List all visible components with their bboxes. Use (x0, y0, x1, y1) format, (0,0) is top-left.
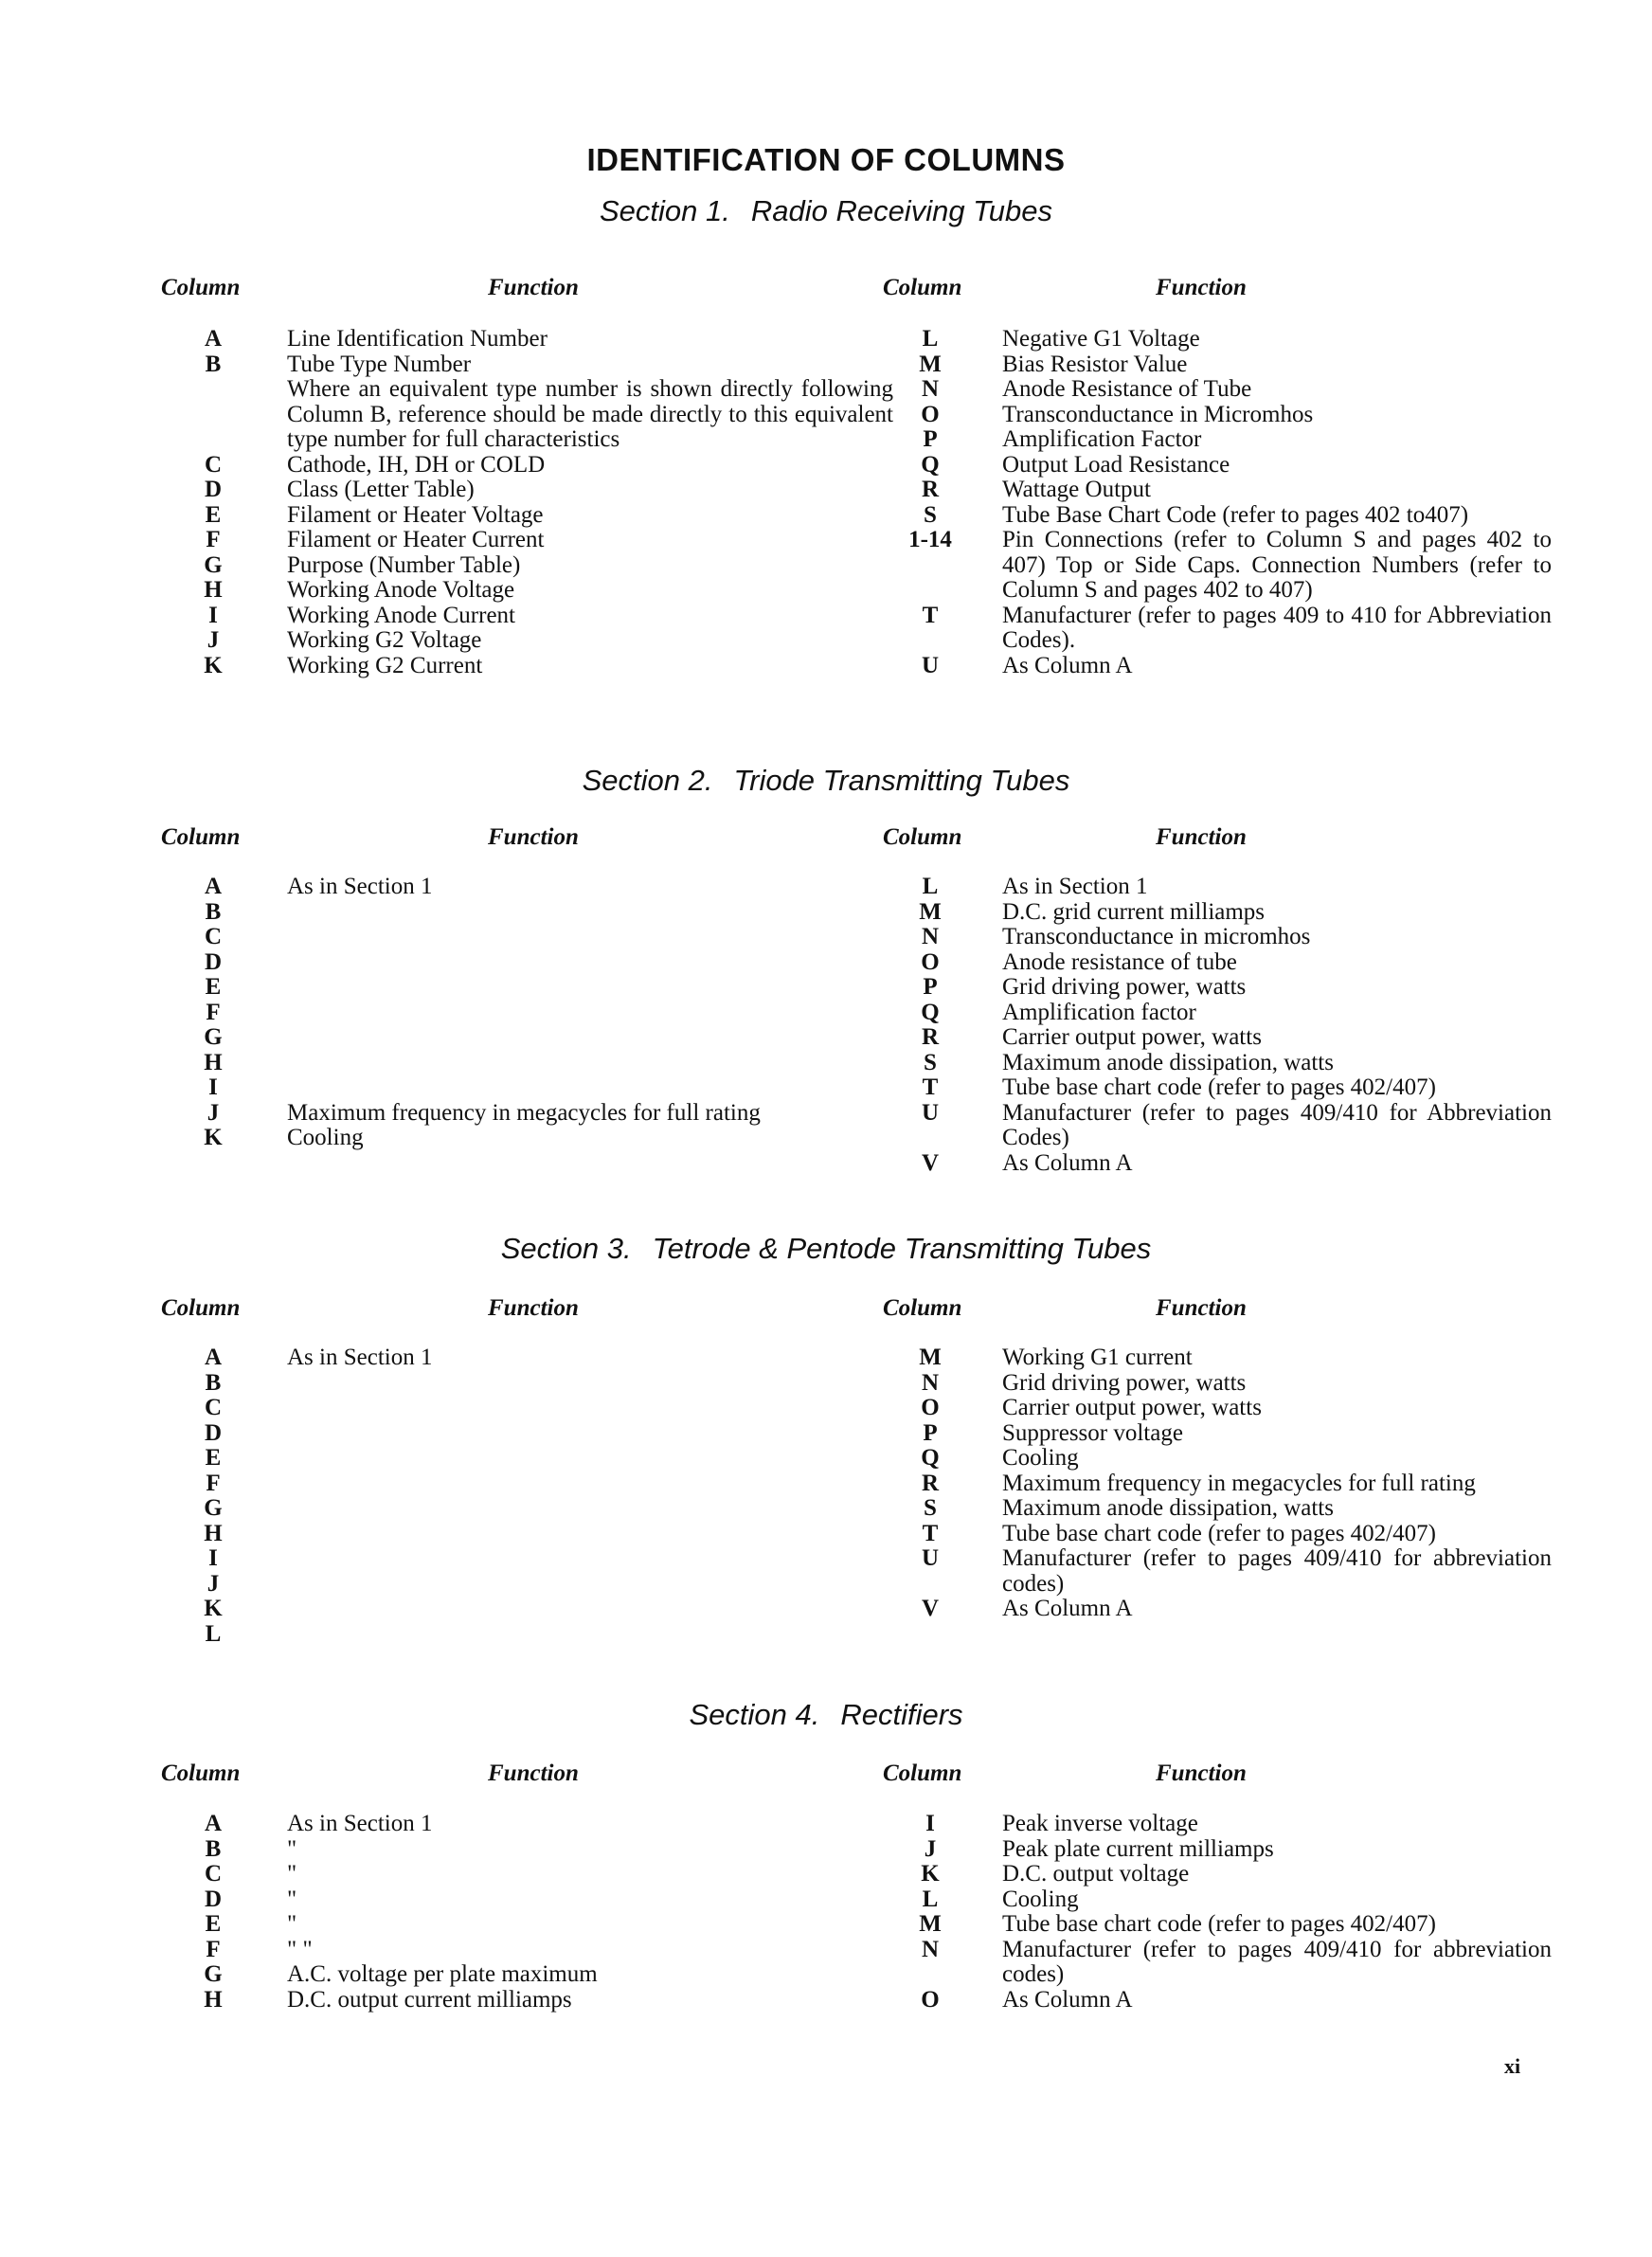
column-letter: N (921, 924, 940, 949)
column-function: " (287, 1835, 297, 1862)
list-item (180, 1962, 893, 1988)
right-column-list (894, 1345, 1552, 1622)
column-function: Carrier output power, watts (1002, 1395, 1262, 1420)
list-item (894, 478, 1552, 503)
section-name: Radio Receiving Tubes (750, 194, 1053, 227)
column-letter: I (208, 1074, 218, 1100)
column-function: Tube base chart code (refer to pages 402/407) (1002, 1911, 1436, 1937)
list-item (894, 1345, 1552, 1371)
column-function: As Column A (1002, 1596, 1133, 1621)
column-letter: F (206, 999, 221, 1025)
list-item (894, 352, 1552, 378)
column-letter: N (921, 376, 940, 402)
column-letter: U (921, 1545, 940, 1571)
column-function: Suppressor voltage (1002, 1419, 1183, 1446)
column-header: Column (161, 1760, 241, 1786)
function-header: Function (1156, 1295, 1247, 1321)
list-item (180, 1546, 893, 1572)
column-function: Working Anode Current (287, 602, 516, 628)
column-function (287, 1075, 893, 1101)
column-function: As Column A (1002, 652, 1133, 678)
column-function: Peak plate current milliamps (1002, 1835, 1274, 1862)
column-function: " " (287, 1936, 313, 1962)
column-function: Cooling (1002, 1886, 1079, 1912)
list-item (894, 1101, 1552, 1151)
column-letter: C (204, 1395, 223, 1420)
column-letter: D (204, 948, 223, 975)
column-letter: J (924, 1835, 937, 1862)
list-item (180, 1938, 893, 1963)
list-item (180, 578, 893, 604)
column-letter: D (204, 477, 223, 502)
list-item (180, 875, 893, 900)
column-letter: G (204, 1495, 223, 1521)
column-letter: S (924, 501, 937, 528)
list-item (894, 1051, 1552, 1076)
list-item (180, 654, 893, 679)
column-function: Working Anode Voltage (287, 577, 515, 603)
column-function (287, 1446, 893, 1472)
list-item (894, 377, 1552, 403)
list-item (894, 1522, 1552, 1547)
column-letter: P (923, 974, 938, 1000)
column-function: Tube Type Number (287, 351, 472, 377)
right-column-list (894, 875, 1552, 1176)
column-letter: M (919, 1911, 942, 1937)
section-name: Rectifiers (840, 1698, 963, 1731)
column-function: Working G2 Current (287, 652, 483, 678)
column-function: Manufacturer (refer to pages 409/410 for Abbreviation Codes) (1002, 1099, 1552, 1150)
column-letter: H (204, 1986, 223, 2013)
column-function: Maximum anode dissipation, watts (1002, 1495, 1334, 1521)
section-number: Section 3. (500, 1232, 632, 1265)
list-item (894, 1396, 1552, 1421)
column-function: Carrier output power, watts (1002, 1024, 1262, 1050)
list-item (894, 1472, 1552, 1497)
list-item (894, 975, 1552, 1001)
list-item (894, 1421, 1552, 1447)
column-letter: H (204, 1049, 223, 1075)
section-number: Section 1. (599, 194, 730, 227)
column-letter: P (923, 1419, 938, 1446)
column-function: As in Section 1 (287, 1811, 433, 1836)
column-letter: L (922, 1886, 939, 1912)
list-item (894, 503, 1552, 529)
column-letter: H (204, 577, 223, 603)
column-function: D.C. output voltage (1002, 1861, 1190, 1887)
column-letter: B (205, 351, 222, 377)
column-function: As in Section 1 (287, 874, 433, 899)
column-header: Column (883, 275, 962, 300)
left-column-list (180, 327, 893, 678)
list-item (894, 900, 1552, 926)
column-function: Manufacturer (refer to pages 409/410 for abbreviation codes) (1002, 1936, 1552, 1987)
column-letter: A (204, 1811, 223, 1836)
column-letter: B (205, 898, 222, 925)
list-item (180, 1597, 893, 1622)
list-item (894, 1912, 1552, 1938)
column-letter: R (921, 1470, 940, 1496)
column-letter: Q (921, 1445, 940, 1471)
column-function (287, 975, 893, 1001)
column-function (287, 1622, 893, 1648)
right-column-list (894, 327, 1552, 678)
column-header: Column (883, 1760, 962, 1786)
column-function: Anode resistance of tube (1002, 948, 1237, 975)
page-number: xi (1504, 2054, 1521, 2078)
section-title (0, 1232, 1652, 1266)
column-letter: O (921, 1986, 940, 2013)
column-function: Cathode, IH, DH or COLD (287, 451, 546, 478)
list-item (180, 925, 893, 950)
column-function (287, 1572, 893, 1598)
list-item (894, 950, 1552, 976)
function-header: Function (488, 1760, 579, 1786)
list-item (894, 1446, 1552, 1472)
column-function (287, 900, 893, 926)
column-function: Cooling (287, 1125, 364, 1150)
column-function: Peak inverse voltage (1002, 1811, 1198, 1836)
column-letter: 1-14 (908, 527, 952, 552)
column-function: Class (Letter Table) (287, 477, 475, 502)
column-function: D.C. grid current milliamps (1002, 898, 1266, 925)
column-header: Column (161, 1295, 241, 1321)
column-letter: U (921, 1099, 940, 1126)
column-function: Maximum anode dissipation, watts (1002, 1049, 1334, 1075)
list-item (894, 427, 1552, 453)
section-name: Triode Transmitting Tubes (733, 764, 1070, 797)
column-letter: K (204, 652, 223, 678)
column-function: Negative G1 Voltage (1002, 326, 1200, 352)
column-letter: D (204, 1886, 223, 1912)
list-item (894, 1938, 1552, 1988)
column-letter: S (924, 1495, 937, 1521)
column-letter: J (206, 627, 220, 653)
column-function: Working G1 current (1002, 1345, 1193, 1370)
list-item (894, 1496, 1552, 1522)
column-function (287, 1025, 893, 1051)
column-function: " (287, 1886, 297, 1912)
list-item (180, 604, 893, 629)
column-letter: L (205, 1620, 222, 1647)
column-letter: I (925, 1811, 935, 1836)
list-item (180, 1025, 893, 1051)
list-item (180, 1837, 893, 1863)
page-title: IDENTIFICATION OF COLUMNS (586, 142, 1066, 177)
column-function: Maximum frequency in megacycles for full rating (287, 1099, 761, 1126)
list-item (180, 1345, 893, 1371)
list-item (894, 1837, 1552, 1863)
right-column-list (894, 1812, 1552, 2013)
column-letter: I (208, 1545, 218, 1571)
column-letter: T (922, 1074, 939, 1100)
column-header: Column (883, 1295, 962, 1321)
column-function: Purpose (Number Table) (287, 551, 521, 578)
column-letter: T (922, 602, 939, 628)
column-function (287, 925, 893, 950)
column-function: Output Load Resistance (1002, 451, 1230, 478)
column-letter: E (205, 501, 222, 528)
list-item (894, 1075, 1552, 1101)
list-item (894, 1151, 1552, 1177)
left-column-list (180, 1812, 893, 2013)
column-function: A.C. voltage per plate maximum (287, 1961, 598, 1987)
list-item (894, 1001, 1552, 1026)
column-function: " (287, 1911, 297, 1937)
column-letter: V (921, 1596, 940, 1621)
column-function (287, 1051, 893, 1076)
column-letter: J (206, 1099, 220, 1126)
list-item (894, 875, 1552, 900)
column-letter: A (204, 874, 223, 899)
list-item (894, 1025, 1552, 1051)
column-function (287, 1001, 893, 1026)
column-header: Column (161, 275, 241, 300)
function-header: Function (1156, 824, 1247, 850)
column-function: As in Section 1 (1002, 874, 1148, 899)
left-column-list (180, 1345, 893, 1647)
column-letter: E (205, 1445, 222, 1471)
list-item (180, 553, 893, 579)
column-letter: E (205, 974, 222, 1000)
column-letter: Q (921, 999, 940, 1025)
column-letter: K (204, 1125, 223, 1150)
column-function: Anode Resistance of Tube (1002, 376, 1252, 402)
column-letter: K (921, 1861, 940, 1887)
function-header: Function (488, 1295, 579, 1321)
column-letter: T (922, 1520, 939, 1546)
list-item (180, 1371, 893, 1397)
column-letter: F (206, 1470, 221, 1496)
column-function: Filament or Heater Voltage (287, 501, 544, 528)
column-function: Amplification factor (1002, 999, 1196, 1025)
column-function: Transconductance in micromhos (1002, 924, 1311, 949)
list-item (180, 327, 893, 352)
column-function (287, 1546, 893, 1572)
list-item (180, 1101, 893, 1127)
column-function: Cooling (1002, 1445, 1079, 1471)
column-function: As Column A (1002, 1986, 1133, 2013)
list-item (180, 1887, 893, 1913)
column-letter: A (204, 326, 223, 352)
list-item (894, 654, 1552, 679)
column-function: Filament or Heater Current (287, 527, 545, 552)
column-function: Tube base chart code (refer to pages 402/407) (1002, 1074, 1436, 1100)
column-function: D.C. output current milliamps (287, 1986, 572, 2013)
column-function (287, 950, 893, 976)
column-letter: K (204, 1596, 223, 1621)
column-letter: C (204, 451, 223, 478)
column-letter: U (921, 652, 940, 678)
list-item (894, 453, 1552, 478)
section-number: Section 2. (582, 764, 713, 797)
list-item (180, 1522, 893, 1547)
column-letter: B (205, 1835, 222, 1862)
list-item (894, 403, 1552, 428)
column-function: Wattage Output (1002, 477, 1151, 502)
column-function (287, 1396, 893, 1421)
column-letter: D (204, 1419, 223, 1446)
column-letter: G (204, 551, 223, 578)
column-function (287, 1522, 893, 1547)
column-function (287, 1472, 893, 1497)
column-function: As in Section 1 (287, 1345, 433, 1370)
column-letter (180, 377, 246, 453)
function-header: Function (1156, 1760, 1247, 1786)
list-item (180, 528, 893, 553)
list-item (180, 1421, 893, 1447)
column-letter: C (204, 1861, 223, 1887)
column-function: As Column A (1002, 1149, 1133, 1176)
column-function: Amplification Factor (1002, 426, 1202, 452)
list-item (894, 1862, 1552, 1887)
column-function: Tube base chart code (refer to pages 402/407) (1002, 1520, 1436, 1546)
column-letter: M (919, 351, 942, 377)
column-letter: M (919, 898, 942, 925)
list-item (894, 604, 1552, 654)
column-letter: O (921, 401, 940, 427)
list-item (180, 1001, 893, 1026)
column-letter: E (205, 1911, 222, 1937)
column-letter: F (206, 1936, 221, 1962)
column-function: Grid driving power, watts (1002, 1369, 1247, 1396)
list-item (180, 503, 893, 529)
section-title (0, 1698, 1652, 1732)
column-function: Maximum frequency in megacycles for full rating (1002, 1470, 1476, 1496)
list-item (180, 1051, 893, 1076)
column-letter: N (921, 1936, 940, 1962)
list-item (180, 1126, 893, 1151)
column-letter: V (921, 1149, 940, 1176)
list-item (180, 1912, 893, 1938)
column-letter: B (205, 1369, 222, 1396)
list-item (894, 925, 1552, 950)
list-item (180, 950, 893, 976)
list-item (894, 1546, 1552, 1597)
list-item (180, 1396, 893, 1421)
column-function (287, 1597, 893, 1622)
function-header: Function (1156, 275, 1247, 300)
section-title (0, 764, 1652, 798)
function-header: Function (488, 275, 579, 300)
list-item (894, 1887, 1552, 1913)
column-function: Tube Base Chart Code (refer to pages 402 to407) (1002, 501, 1469, 528)
column-function (287, 1421, 893, 1447)
column-letter: I (208, 602, 218, 628)
function-header: Function (488, 824, 579, 850)
list-item (180, 628, 893, 654)
list-item (894, 1812, 1552, 1837)
list-item (180, 377, 893, 453)
column-letter: R (921, 477, 940, 502)
column-letter: G (204, 1961, 223, 1987)
column-letter: S (924, 1049, 937, 1075)
column-function: " (287, 1861, 297, 1887)
column-function: Transconductance in Micromhos (1002, 401, 1314, 427)
list-item (180, 1446, 893, 1472)
list-item (894, 1988, 1552, 2013)
column-header: Column (161, 824, 241, 850)
list-item (180, 352, 893, 378)
column-letter: O (921, 948, 940, 975)
section-number: Section 4. (689, 1698, 820, 1731)
list-item (894, 528, 1552, 604)
column-function: Manufacturer (refer to pages 409 to 410 for Abbreviation Codes). (1002, 602, 1552, 653)
list-item (180, 1622, 893, 1648)
list-item (180, 1572, 893, 1598)
column-letter: L (922, 874, 939, 899)
column-letter: H (204, 1520, 223, 1546)
list-item (180, 975, 893, 1001)
list-item (180, 1075, 893, 1101)
column-function: Bias Resistor Value (1002, 351, 1188, 377)
column-function (287, 1371, 893, 1397)
column-function: Line Identification Number (287, 326, 548, 352)
section-title (0, 194, 1652, 228)
column-letter: A (204, 1345, 223, 1370)
list-item (180, 478, 893, 503)
list-item (180, 1862, 893, 1887)
list-item (180, 900, 893, 926)
column-letter: F (206, 527, 221, 552)
list-item (894, 327, 1552, 352)
list-item (180, 1496, 893, 1522)
column-letter: O (921, 1395, 940, 1420)
column-letter: R (921, 1024, 940, 1050)
list-item (180, 1988, 893, 2013)
section-name: Tetrode & Pentode Transmitting Tubes (652, 1232, 1152, 1265)
column-function: Grid driving power, watts (1002, 974, 1247, 1000)
list-item (894, 1597, 1552, 1622)
column-letter: P (923, 426, 938, 452)
column-function: Manufacturer (refer to pages 409/410 for abbreviation codes) (1002, 1545, 1552, 1597)
column-letter: C (204, 924, 223, 949)
column-function: Pin Connections (refer to Column S and pages 402 to 407) Top or Side Caps. Connection Numbers (refer to Column S and pages 402 to 407) (1002, 527, 1552, 603)
column-function: Where an equivalent type number is shown directly following Column B, reference should be made directly to this equivalent type number for full characteristics (287, 376, 893, 452)
column-letter: Q (921, 451, 940, 478)
column-letter: N (921, 1369, 940, 1396)
column-header: Column (883, 824, 962, 850)
column-function: Working G2 Voltage (287, 627, 482, 653)
column-function (287, 1496, 893, 1522)
list-item (180, 453, 893, 478)
left-column-list (180, 875, 893, 1151)
column-letter: J (206, 1570, 220, 1597)
column-letter: G (204, 1024, 223, 1050)
column-letter: L (922, 326, 939, 352)
list-item (180, 1812, 893, 1837)
list-item (180, 1472, 893, 1497)
column-letter: M (919, 1345, 942, 1370)
list-item (894, 1371, 1552, 1397)
